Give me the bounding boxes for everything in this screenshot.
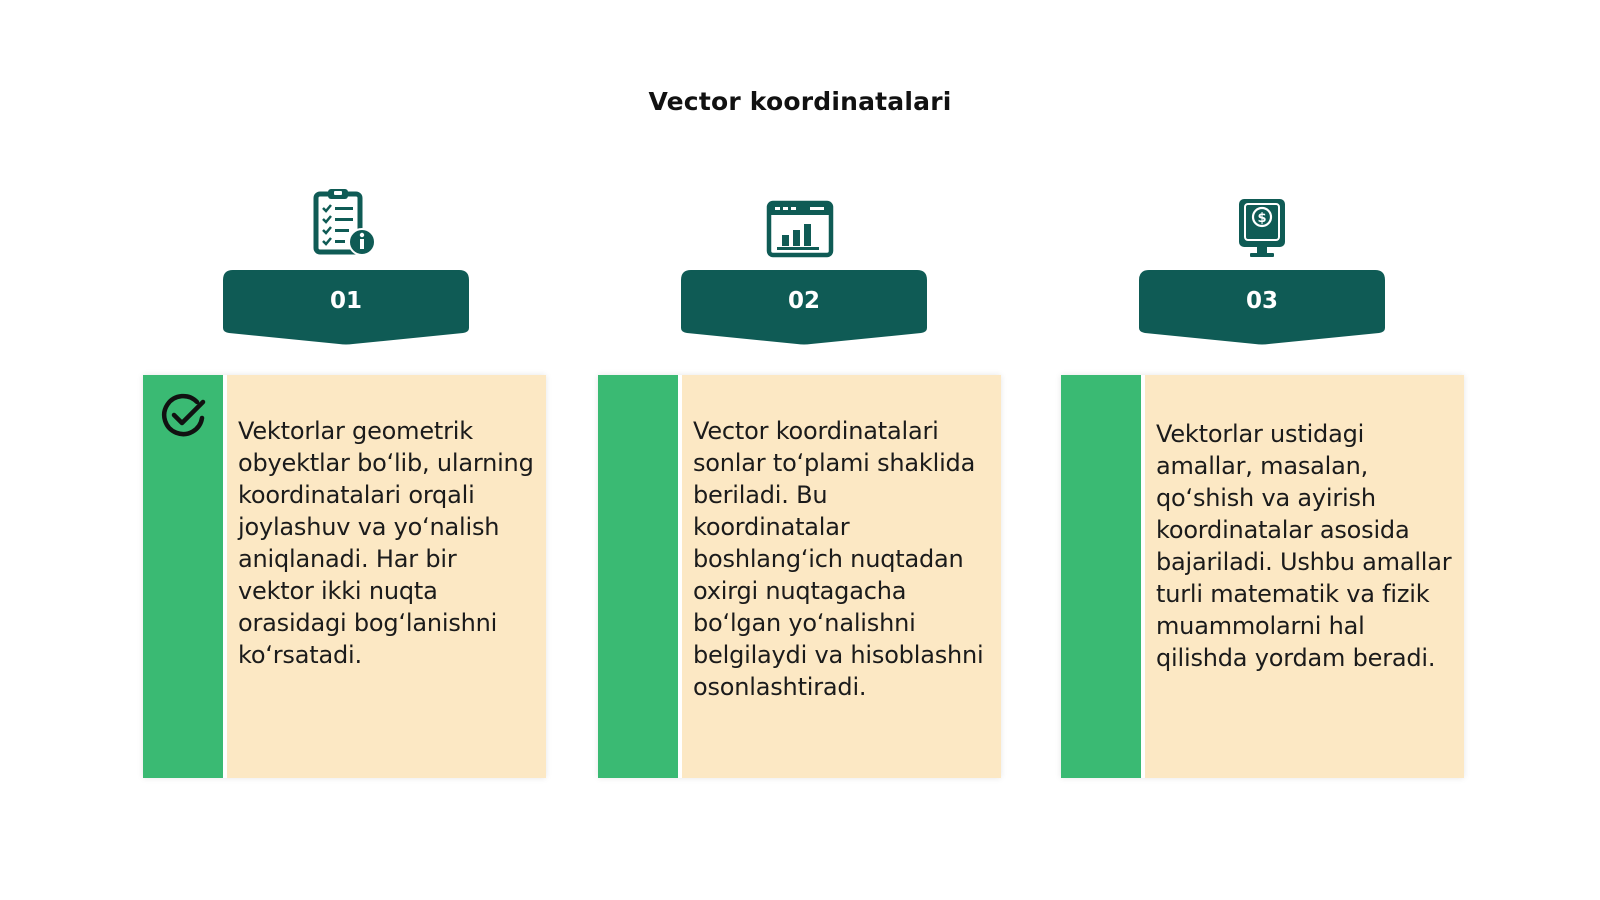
step-number: 02 — [787, 288, 820, 314]
page-title: Vector koordinatalari — [648, 87, 952, 116]
browser-bar-chart-icon — [765, 192, 835, 262]
step-number: 03 — [1245, 288, 1278, 314]
step-badge-02 — [681, 270, 927, 346]
check-circle-icon — [161, 393, 207, 439]
step-badge-01 — [223, 270, 469, 346]
step-number: 01 — [329, 288, 362, 314]
card-accent-strip — [1061, 375, 1141, 778]
step-badge-03 — [1139, 270, 1385, 346]
svg-text:$: $ — [1257, 211, 1267, 226]
card-accent-strip — [598, 375, 678, 778]
card-text: Vektorlar geometrik obyektlar boʻlib, ularning koordinatalari orqali joylashuv va yoʻnalish aniqlanadi. Har bir vektor ikki nuqta orasidagi bogʻlanishni koʻrsatadi. — [238, 417, 534, 669]
card-text: Vector koordinatalari sonlar toʻplami shaklida beriladi. Bu koordinatalar boshlangʻich nuqtadan oxirgi nuqtagacha boʻlgan yoʻnalishni belgilaydi va hisoblashni osonlashtiradi. — [693, 417, 984, 701]
info-card-02 — [598, 375, 1001, 778]
dollar-monitor-icon — [1228, 192, 1298, 262]
info-card-03 — [1061, 375, 1464, 778]
info-card-01 — [143, 375, 546, 778]
card-text: Vektorlar ustidagi amallar, masalan, qoʻshish va ayirish koordinatalar asosida bajariladi. Ushbu amallar turli matematik va fizik muammolarni hal qilishda yordam beradi. — [1156, 420, 1452, 672]
card-accent-strip — [143, 375, 223, 778]
clipboard-checklist-info-icon — [310, 188, 380, 258]
